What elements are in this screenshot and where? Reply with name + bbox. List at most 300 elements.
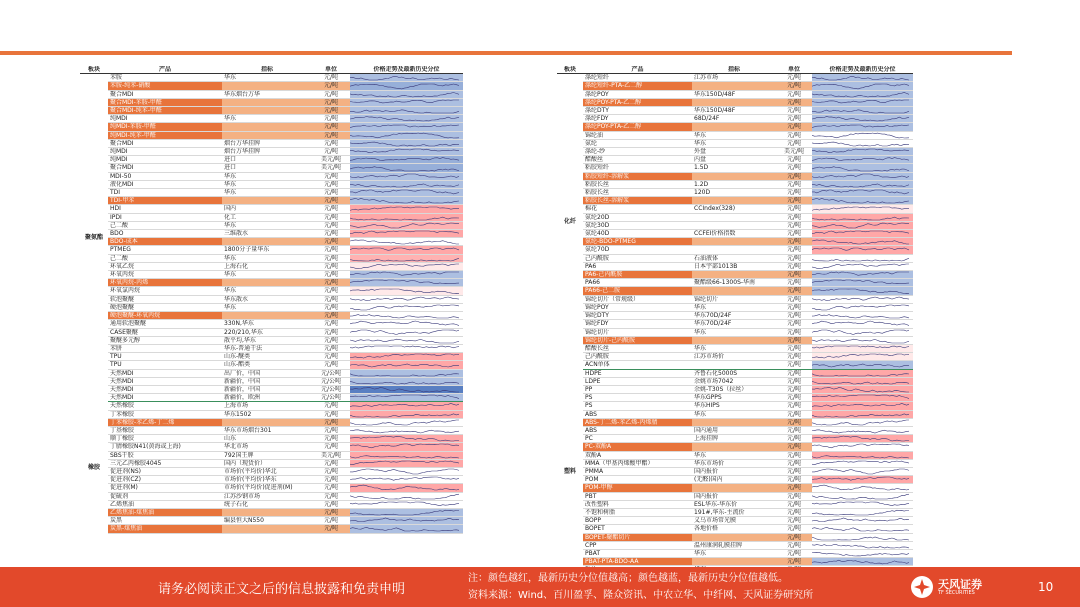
product-cell: 己二酸 [108, 254, 222, 262]
indicator-cell: 锦纶切片 [692, 295, 776, 303]
table-row [557, 254, 913, 262]
trend-cell [350, 74, 463, 82]
unit-cell: 元/吨 [312, 148, 350, 156]
indicator-cell: 烟台万华挂牌 [222, 139, 312, 147]
unit-cell: 元/吨 [776, 426, 812, 434]
table-row [80, 377, 463, 385]
trend-sparkline [350, 181, 459, 188]
unit-cell: 元/吨 [776, 492, 812, 500]
table-row [557, 230, 913, 238]
unit-cell: 元/吨 [312, 476, 350, 484]
trend-sparkline [350, 468, 459, 475]
product-cell: 涤纶POY-PTA-乙二醇 [583, 123, 692, 131]
product-cell: 乙烯焦油-煤焦油 [108, 508, 222, 516]
trend-cell [350, 287, 463, 295]
table-row [80, 402, 463, 410]
trend-line [812, 510, 909, 515]
indicator-cell: 华东 [222, 271, 312, 279]
indicator-cell: 华东 [222, 172, 312, 180]
product-cell: 环氧丙烷 [108, 271, 222, 279]
unit-cell: 元/吨 [776, 230, 812, 238]
trend-cell [812, 541, 913, 549]
indicator-cell: 上海挂牌 [692, 435, 776, 443]
trend-cell [350, 295, 463, 303]
indicator-cell: 220/210,华东 [222, 328, 312, 336]
product-cell: 纯MDI-纯苯-甲醛 [108, 131, 222, 139]
trend-sparkline [812, 181, 909, 188]
table-row [80, 435, 463, 443]
trend-line [812, 404, 909, 407]
trend-sparkline [812, 361, 909, 368]
table-row [80, 418, 463, 426]
product-cell: 丁苯橡胶-苯乙烯-丁二烯 [108, 418, 222, 426]
unit-cell: 元/吨 [776, 533, 812, 541]
table-row [557, 303, 913, 311]
trend-cell [350, 205, 463, 213]
trend-line [812, 552, 909, 556]
trend-line [812, 272, 909, 275]
product-cell: TDI-甲苯 [108, 197, 222, 205]
table-row [80, 197, 463, 205]
trend-cell [812, 361, 913, 369]
trend-cell [812, 189, 913, 197]
unit-cell: 元/吨 [312, 312, 350, 320]
unit-cell: 元/吨 [776, 238, 812, 246]
unit-cell: 元/吨 [776, 508, 812, 516]
table-row [557, 394, 913, 402]
unit-cell: 元/吨 [776, 115, 812, 123]
trend-line [350, 510, 459, 515]
trend-line [350, 92, 459, 97]
unit-cell: 元/公吨 [312, 385, 350, 393]
table-row [80, 467, 463, 475]
indicator-cell: 191#,华东-主流价 [692, 508, 776, 516]
trend-sparkline [812, 140, 909, 147]
left-price-table [80, 66, 463, 534]
table-row [557, 320, 913, 328]
trend-cell [812, 467, 913, 475]
trend-line [812, 494, 909, 499]
trend-sparkline [350, 271, 459, 278]
trend-line [812, 528, 909, 532]
indicator-cell: 市场价(平均价)华北 [222, 467, 312, 475]
trend-cell [812, 328, 913, 336]
indicator-cell [692, 197, 776, 205]
trend-sparkline [812, 419, 909, 426]
unit-cell: 元/吨 [776, 344, 812, 352]
indicator-cell: 华东150D/48F [692, 90, 776, 98]
trend-cell [812, 476, 913, 484]
indicator-cell: 国内（现货价） [222, 459, 312, 467]
product-cell: PC-双酚A [583, 443, 692, 451]
trend-sparkline [350, 345, 459, 352]
unit-cell: 元/吨 [776, 246, 812, 254]
product-cell: 氨纶30D [583, 221, 692, 229]
indicator-cell [222, 82, 312, 90]
trend-cell [812, 197, 913, 205]
trend-sparkline [812, 517, 909, 524]
trend-line [350, 420, 459, 425]
unit-cell: 元/吨 [776, 541, 812, 549]
trend-line [350, 280, 459, 284]
trend-sparkline [812, 230, 909, 237]
trend-cell [812, 254, 913, 262]
col-trend: 价格走势及最新历史分位 [812, 66, 913, 74]
unit-cell: 元/吨 [776, 476, 812, 484]
indicator-cell: 华东烟台万华 [222, 90, 312, 98]
table-row [80, 295, 463, 303]
table-row [80, 476, 463, 484]
trend-cell [812, 90, 913, 98]
table-row [557, 262, 913, 270]
unit-cell: 元/吨 [312, 426, 350, 434]
trend-cell [812, 312, 913, 320]
indicator-cell [692, 221, 776, 229]
trend-cell [350, 402, 463, 410]
unit-cell: 元/吨 [312, 287, 350, 295]
unit-cell: 元/吨 [776, 320, 812, 328]
indicator-cell: 华东 [222, 180, 312, 188]
header-rule [0, 51, 1012, 55]
indicator-cell: 华东 [222, 115, 312, 123]
table-row [557, 123, 913, 131]
unit-cell: 美元/吨 [312, 164, 350, 172]
trend-line [350, 174, 459, 178]
product-cell: PS [583, 402, 692, 410]
indicator-cell: 华东-普通干法 [222, 344, 312, 352]
trend-cell [350, 336, 463, 344]
product-cell: 硬泡聚醚-环氧丙烷 [108, 312, 222, 320]
product-cell: LDPE [583, 377, 692, 385]
unit-cell: 元/吨 [776, 262, 812, 270]
trend-sparkline [350, 189, 459, 196]
indicator-cell: 华东GPPS [692, 394, 776, 402]
trend-cell [350, 82, 463, 90]
trend-line [812, 455, 909, 457]
trend-line [812, 560, 909, 564]
product-cell: 苯肼 [108, 344, 222, 352]
unit-cell: 元/吨 [776, 90, 812, 98]
table-row [80, 98, 463, 106]
table-row [80, 139, 463, 147]
indicator-cell: 聚酯级66-1300S-华南 [692, 279, 776, 287]
indicator-cell: 齐鲁石化5000S [692, 369, 776, 377]
product-cell: 促进剂(NS) [108, 467, 222, 475]
trend-sparkline [350, 304, 459, 311]
table-row [80, 115, 463, 123]
unit-cell: 元/吨 [312, 213, 350, 221]
trend-line [350, 217, 459, 220]
trend-sparkline [350, 238, 459, 245]
unit-cell: 美元/吨 [776, 148, 812, 156]
table-row [557, 377, 913, 385]
trend-cell [350, 435, 463, 443]
indicator-cell [222, 279, 312, 287]
product-cell: PA6-己内酰胺 [583, 271, 692, 279]
table-row [557, 107, 913, 115]
product-cell: 环氧乙烷 [108, 262, 222, 270]
table-row [80, 156, 463, 164]
product-cell: CPP [583, 541, 692, 549]
indicator-cell: 烟台万华挂牌 [222, 148, 312, 156]
trend-line [812, 339, 909, 343]
product-cell: TDI [108, 189, 222, 197]
unit-cell: 元/吨 [312, 238, 350, 246]
product-cell: CASE聚醚 [108, 328, 222, 336]
table-row [80, 451, 463, 459]
product-cell: 天然MDI [108, 369, 222, 377]
table-row [557, 328, 913, 336]
table-row [557, 418, 913, 426]
unit-cell: 元/吨 [312, 205, 350, 213]
table-row [557, 459, 913, 467]
trend-line [812, 223, 909, 228]
table-row [80, 254, 463, 262]
trend-cell [812, 98, 913, 106]
trend-cell [812, 451, 913, 459]
trend-cell [350, 164, 463, 172]
col-indicator: 指标 [222, 66, 312, 74]
trend-line [350, 381, 459, 384]
trend-sparkline [812, 124, 909, 131]
unit-cell: 元/吨 [312, 262, 350, 270]
table-row [80, 180, 463, 188]
table-row [557, 541, 913, 549]
table-row [557, 148, 913, 156]
trend-cell [350, 139, 463, 147]
unit-cell: 元/吨 [776, 451, 812, 459]
trend-line [812, 486, 909, 491]
indicator-cell: 华东 [692, 139, 776, 147]
indicator-cell: 市场价(平均价)华东 [222, 476, 312, 484]
trend-line [350, 395, 459, 399]
indicator-cell: 散平均,华东 [222, 336, 312, 344]
trend-line [812, 364, 909, 367]
product-cell: PP [583, 385, 692, 393]
trend-sparkline [812, 247, 909, 254]
trend-sparkline [812, 443, 909, 450]
trend-line [812, 199, 909, 204]
unit-cell: 元/吨 [776, 484, 812, 492]
trend-sparkline [812, 345, 909, 352]
product-cell: 锦纶切片 [583, 328, 692, 336]
indicator-cell: 山东-酯类 [222, 361, 312, 369]
product-cell: 天然MDI [108, 385, 222, 393]
trend-sparkline [812, 476, 909, 483]
table-row [80, 90, 463, 98]
indicator-cell: 上海石化 [222, 262, 312, 270]
trend-line [812, 110, 909, 113]
trend-cell [350, 271, 463, 279]
indicator-cell [692, 484, 776, 492]
trend-line [350, 477, 459, 480]
trend-line [350, 142, 459, 146]
trend-cell [812, 517, 913, 525]
trend-sparkline [812, 115, 909, 122]
left-table-header [80, 66, 463, 74]
product-cell: 锦纶切片-己内酰胺 [583, 336, 692, 344]
trend-sparkline [812, 74, 909, 81]
product-cell: PBAT-PTA-BDO-AA [583, 558, 692, 566]
trend-cell [350, 172, 463, 180]
trend-sparkline [812, 411, 909, 418]
table-row [80, 525, 463, 533]
table-row [80, 328, 463, 336]
indicator-cell: 华东 [692, 328, 776, 336]
indicator-cell [692, 213, 776, 221]
indicator-cell: 华东 [222, 221, 312, 229]
table-row [80, 205, 463, 213]
trend-sparkline [350, 255, 459, 262]
tf-logo-icon [910, 575, 934, 599]
indicator-cell: CCFEI价格指数 [692, 230, 776, 238]
table-row [80, 443, 463, 451]
trend-line [812, 174, 909, 178]
trend-sparkline [812, 402, 909, 409]
indicator-cell: 华东 [692, 549, 776, 557]
indicator-cell: 市场价(平均价)促进剂(M) [222, 484, 312, 492]
table-row [557, 492, 913, 500]
trend-line [812, 461, 909, 465]
unit-cell: 元/吨 [776, 139, 812, 147]
trend-sparkline [812, 156, 909, 163]
indicator-cell [692, 123, 776, 131]
indicator-cell: 华东 [222, 189, 312, 197]
trend-line [350, 387, 459, 392]
trend-sparkline [812, 296, 909, 303]
table-row [80, 336, 463, 344]
trend-cell [812, 123, 913, 131]
product-cell: 促进剂(M) [108, 484, 222, 492]
unit-cell: 元/吨 [312, 197, 350, 205]
unit-cell: 元/吨 [312, 353, 350, 361]
unit-cell: 元/吨 [776, 336, 812, 344]
indicator-cell [692, 98, 776, 106]
trend-line [350, 100, 459, 103]
trend-sparkline [350, 288, 459, 295]
table-row [557, 385, 913, 393]
trend-sparkline [812, 197, 909, 204]
source-text: 资料来源：Wind、百川盈孚、隆众资讯、中农立华、中纤网、天风证券研究所 [468, 590, 814, 601]
trend-cell [812, 500, 913, 508]
product-cell: 棉花 [583, 205, 692, 213]
unit-cell: 元/吨 [776, 385, 812, 393]
indicator-cell [222, 123, 312, 131]
unit-cell: 元/吨 [312, 361, 350, 369]
unit-cell: 元/吨 [312, 484, 350, 492]
trend-line [350, 339, 459, 343]
trend-line [350, 518, 459, 522]
table-row [80, 508, 463, 516]
trend-line [812, 125, 909, 128]
product-cell: 锦纶油 [583, 131, 692, 139]
product-cell: 涤纶短纤-PTA-乙二醇 [583, 82, 692, 90]
product-cell: PC [583, 435, 692, 443]
trend-line [350, 373, 459, 375]
indicator-cell: 华东HIPS [692, 402, 776, 410]
trend-sparkline [812, 263, 909, 270]
trend-sparkline [812, 107, 909, 114]
trend-cell [350, 230, 463, 238]
unit-cell: 元/吨 [312, 172, 350, 180]
product-cell: 炭黑 [108, 517, 222, 525]
unit-cell: 元/吨 [312, 435, 350, 443]
unit-cell: 元/吨 [776, 361, 812, 369]
table-row [557, 517, 913, 525]
trend-cell [350, 279, 463, 287]
right-table-body [557, 74, 913, 574]
unit-cell: 元/吨 [312, 254, 350, 262]
table-row [557, 172, 913, 180]
unit-cell: 元/吨 [312, 279, 350, 287]
trend-cell [350, 189, 463, 197]
trend-sparkline [350, 509, 459, 516]
table-row [80, 394, 463, 402]
product-cell: ABS [583, 426, 692, 434]
indicator-cell: 330N,华东 [222, 320, 312, 328]
trend-sparkline [812, 394, 909, 401]
trend-cell [812, 410, 913, 418]
product-cell: 硬泡聚醚 [108, 303, 222, 311]
trend-cell [812, 148, 913, 156]
product-cell: BDO-成本 [108, 238, 222, 246]
unit-cell: 元/吨 [776, 353, 812, 361]
trend-sparkline [350, 402, 459, 409]
trend-cell [812, 156, 913, 164]
trend-sparkline [350, 501, 459, 508]
table-row [557, 435, 913, 443]
trend-line [350, 190, 459, 194]
product-cell: 涤纶POY [583, 90, 692, 98]
trend-sparkline [812, 452, 909, 459]
product-cell: 涤纶FDY [583, 115, 692, 123]
trend-line [350, 305, 459, 310]
product-cell: PA66 [583, 279, 692, 287]
indicator-cell: 华东 [222, 287, 312, 295]
indicator-cell [692, 418, 776, 426]
unit-cell: 元/吨 [312, 328, 350, 336]
trend-line [812, 305, 909, 310]
table-row [557, 549, 913, 557]
trend-line [350, 502, 459, 506]
table-row [557, 189, 913, 197]
indicator-cell: 国内报价 [692, 492, 776, 500]
unit-cell: 元/吨 [312, 443, 350, 451]
trend-cell [350, 467, 463, 475]
table-row [557, 295, 913, 303]
col-trend: 价格走势及最新历史分位 [350, 66, 463, 74]
trend-cell [812, 418, 913, 426]
trend-line [812, 117, 909, 122]
table-row [557, 369, 913, 377]
product-cell: 聚合MDI-苯胺-甲醛 [108, 98, 222, 106]
trend-cell [812, 287, 913, 295]
unit-cell: 元/吨 [312, 410, 350, 418]
trend-cell [350, 451, 463, 459]
table-row [557, 402, 913, 410]
trend-sparkline [812, 91, 909, 98]
unit-cell: 元/吨 [776, 410, 812, 418]
unit-cell: 元/吨 [312, 74, 350, 82]
col-sector: 板块 [80, 66, 108, 74]
trend-line [350, 223, 459, 228]
trend-cell [350, 90, 463, 98]
trend-line [350, 469, 459, 474]
trend-line [350, 330, 459, 335]
col-unit: 单位 [312, 66, 350, 74]
product-cell: 促进剂(CZ) [108, 476, 222, 484]
trend-line [350, 166, 459, 170]
